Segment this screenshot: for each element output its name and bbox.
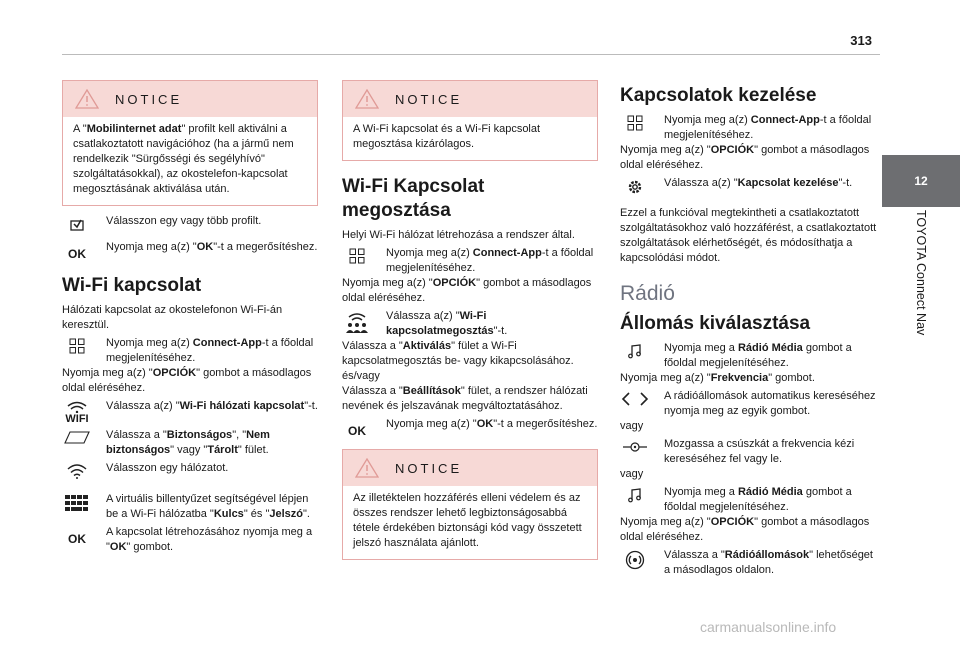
step-auto-search: A rádióállomások automatikus kereséséhez nyomja meg az egyik gombot. — [620, 389, 878, 419]
column-2: NOTICE A Wi-Fi kapcsolat és a Wi-Fi kapcsolat megosztása kizárólagos. Wi-Fi Kapcsolat megosztása Helyi Wi-Fi hálózat létrehozása a rendszer által. Nyomja meg a(z) Connect-App-t a főoldal megjelenítéséhez. Nyomja meg a(z) "OPCIÓK" gombot a másodlagos oldal eléréséhez. Válassza a(z) "Wi-Fi kapcsolatmegosztás"-t. Válassza a "Aktiválás" fület a Wi-Fi kapcsolatmegosztás be- vagy kikapcsolásához. és/vagy Válassza a "Beállítások" fület, a rendszer hálózati nevének és jelszavának megváltoztatásához. OK Nyomja meg a(z) "OK"-t a megerősítéshez. NOTICE Az illetéktelen hozzáférés elleni védelem és az összes rendszer lehető legbiztonságosabbá tétele érdekében biztonsági kód vagy összetett jelszó használata ajánlott. — [342, 80, 598, 560]
step-keyboard: A virtuális billentyűzet segítségével lépjen be a Wi-Fi hálózatba "Kulcs" és "Jelszó". — [62, 492, 318, 522]
ok-icon: OK — [68, 532, 86, 546]
notice-box — [342, 80, 598, 161]
tab-icon — [62, 428, 92, 444]
wifi-network-icon — [62, 461, 92, 479]
page-number: 313 — [850, 33, 872, 48]
step-connect-app: Nyomja meg a(z) Connect-App-t a főoldal megjelenítéséhez. — [62, 336, 318, 366]
notice-header — [343, 450, 597, 486]
notice-body: A "Mobilinternet adat" profilt kell aktiválni a csatlakoztatott navigációhoz (ha a jármű nem rendelkezik "Sürgősségi és segélyhívó" szolgáltatásokkal), az okostelefon-kapcsolat megosztásának aktiválása után. — [73, 123, 294, 195]
notice-title: NOTICE — [395, 461, 463, 476]
step-connect-app: Nyomja meg a(z) Connect-App-t a főoldal megjelenítéséhez. — [342, 246, 598, 276]
step-stations: Válassza a "Rádióállomások" lehetőséget a másodlagos oldalon. — [620, 548, 878, 578]
wifi-icon — [62, 399, 92, 425]
apps-grid-icon — [342, 246, 372, 264]
warning-icon — [355, 458, 379, 478]
header-rule — [62, 54, 880, 55]
options-text: Nyomja meg a(z) "OPCIÓK" gombot a másodlagos oldal eléréséhez. — [62, 367, 312, 394]
section-heading-sharing: Wi-Fi Kapcsolat megosztása — [342, 176, 485, 221]
wifi-share-icon — [342, 309, 372, 335]
step-share: Válassza a(z) "Wi-Fi kapcsolatmegosztás"-t. — [342, 309, 598, 339]
step-create: OK A kapcsolat létrehozásához nyomja meg a "OK" gombot. — [62, 525, 318, 555]
section-heading-wifi: Wi-Fi kapcsolat — [62, 275, 202, 296]
wifi-intro: Hálózati kapcsolat az okostelefonon Wi-Fi-án keresztül. — [62, 304, 283, 331]
notice-header — [343, 81, 597, 117]
watermark: carmanualsonline.info — [700, 619, 837, 635]
step-media: Nyomja meg a Rádió Média gombot a főoldal megjelenítéséhez. — [620, 341, 878, 371]
section-heading-connections: Kapcsolatok kezelése — [620, 85, 817, 106]
slider-icon — [620, 437, 650, 455]
step-profile: Válasszon egy vagy több profilt. — [62, 214, 318, 232]
step-media-2: Nyomja meg a Rádió Média gombot a főoldal megjelenítéséhez. — [620, 485, 878, 515]
notice-body: A Wi-Fi kapcsolat és a Wi-Fi kapcsolat megosztása kizárólagos. — [353, 123, 541, 150]
step-manage: Válassza a(z) "Kapcsolat kezelése"-t. — [620, 176, 878, 196]
ok-icon: OK — [68, 247, 86, 261]
notice-title: NOTICE — [395, 92, 463, 107]
step-ok: OK Nyomja meg a(z) "OK"-t a megerősítéshez. — [342, 417, 598, 439]
ok-icon: OK — [348, 424, 366, 438]
notice-box — [342, 449, 598, 560]
notice-header — [63, 81, 317, 117]
warning-icon — [355, 89, 379, 109]
column-1 — [62, 80, 318, 555]
step-ok: OK Nyomja meg a(z) "OK"-t a megerősítéshez. — [62, 240, 318, 262]
chapter-sidebar — [882, 0, 960, 649]
warning-icon — [75, 89, 99, 109]
chapter-tab[interactable]: 12 — [882, 155, 960, 207]
step-connect-app: Nyomja meg a(z) Connect-App-t a főoldal megjelenítéséhez. — [620, 113, 878, 143]
radio-station-icon — [620, 548, 650, 570]
chevron-left-right-icon — [620, 389, 650, 407]
step-wifi-select: WIFI Válassza a(z) "Wi-Fi hálózati kapcsolat"-t. — [62, 399, 318, 425]
notice-body: Az illetéktelen hozzáférés elleni védelem és az összes rendszer lehető legbiztonságosabbá tétele érdekében biztonsági kód vagy összetett jelszó használata ajánlott. — [353, 492, 582, 549]
section-heading-radio: Rádió — [620, 282, 675, 305]
chapter-title: TOYOTA Connect Nav — [914, 210, 928, 336]
section-heading-station: Állomás kiválasztása — [620, 313, 811, 334]
notice-title: NOTICE — [115, 92, 183, 107]
profile-select-icon — [62, 214, 92, 232]
step-network: Válasszon egy hálózatot. — [62, 461, 318, 479]
column-3: Kapcsolatok kezelése Nyomja meg a(z) Connect-App-t a főoldal megjelenítéséhez. Nyomja meg a(z) "OPCIÓK" gombot a másodlagos oldal eléréséhez. Válassza a(z) "Kapcsolat kezelése"-t. Ezzel a funkcióval megtekintheti a csatlakoztatott szolgáltatásokhoz való hozzáférést, a csatlakoztatott szolgáltatások elérhetőségét, és módosíthatja a kapcsolódási módot. Rádió Állomás kiválasztása Nyomja meg a Rádió Média gombot a főoldal megjelenítéséhez. Nyomja meg a(z) "Frekvencia" gombot. A rádióállomások automatikus kereséséhez nyomja meg az egyik gombot. vagy Mozgassa a csúszkát a frekvencia kézi kereséséhez fel vagy le. vagy Nyomja meg a Rádió Média gombot a főoldal megjelenítéséhez. Nyomja meg a(z) "OPCIÓK" gombot a másodlagos oldal eléréséhez. Válassza a "Rádióállomások" lehetőséget a másodlagos oldalon. — [620, 85, 877, 576]
notice-box — [62, 80, 318, 206]
apps-grid-icon — [62, 336, 92, 354]
music-note-icon — [620, 341, 650, 359]
wifi-icon-label: WIFI — [65, 413, 89, 425]
music-note-icon — [620, 485, 650, 503]
gear-icon — [620, 176, 650, 196]
keyboard-icon — [62, 492, 92, 514]
apps-grid-icon — [620, 113, 650, 131]
step-tabs: Válassza a "Biztonságos", "Nem biztonságos" vagy "Tárolt" fület. — [62, 428, 318, 458]
step-slider: Mozgassa a csúszkát a frekvencia kézi kereséséhez fel vagy le. — [620, 437, 878, 467]
